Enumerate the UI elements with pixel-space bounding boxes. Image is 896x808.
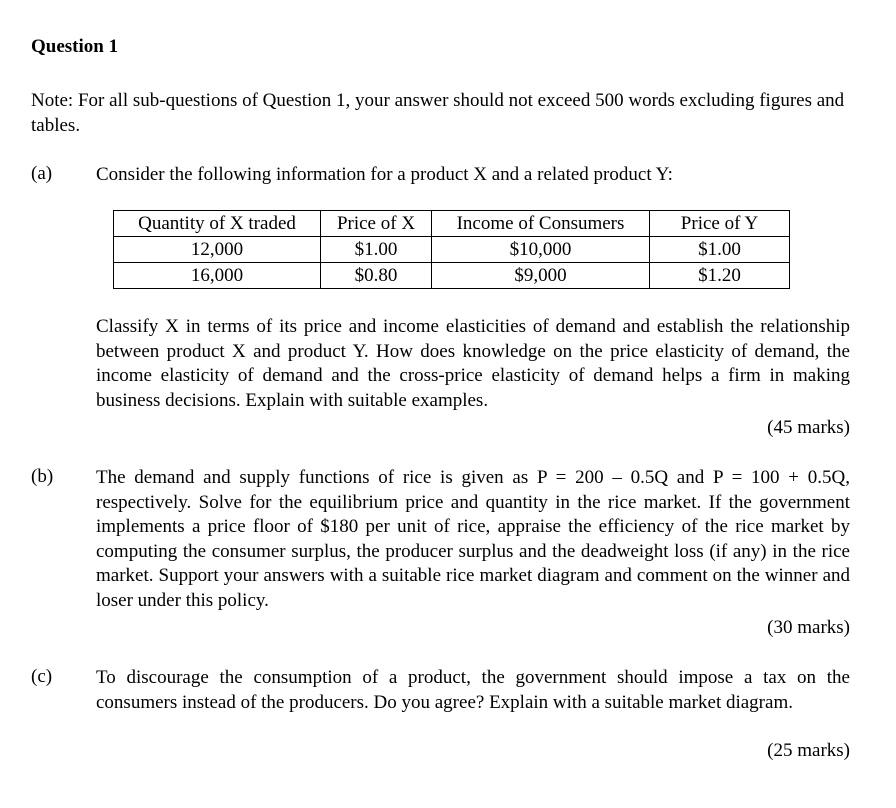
part-b-body: The demand and supply functions of rice is given as P = 200 – 0.5Q and P = 100 + 0.5Q, respectively. Solve for the equilibrium price and quantity in the rice market. If the government implements a price floor of $180 per unit of rice, appraise the efficiency of the rice market by computing the consumer surplus, the producer surplus and the deadweight loss (if any) in the rice market. Support your answers with a suitable rice market diagram and comment on the winner and loser under this policy.: [96, 467, 850, 611]
part-a-label: (a): [31, 163, 53, 184]
word-limit-note: Note: For all sub-questions of Question 1, your answer should not exceed 500 words excluding figures and tables.: [31, 90, 845, 136]
table-row: [114, 263, 790, 289]
table-cell: 16,000: [114, 263, 321, 289]
part-a-intro: Consider the following information for a product X and a related product Y:: [96, 164, 673, 185]
elasticity-data-table: [113, 210, 790, 289]
question-title: Question 1: [31, 36, 119, 57]
table-header: Quantity of X traded: [114, 211, 321, 237]
part-b-marks: (30 marks): [767, 617, 850, 638]
part-c-label: (c): [31, 666, 53, 687]
table-cell: $9,000: [432, 263, 650, 289]
table-cell: $0.80: [321, 263, 432, 289]
table-header-row: [114, 211, 790, 237]
table-header: Price of X: [321, 211, 432, 237]
table-cell: 12,000: [114, 237, 321, 263]
table-cell: $1.00: [321, 237, 432, 263]
part-c-marks: (25 marks): [767, 740, 850, 761]
table-row: [114, 237, 790, 263]
table-cell: $1.00: [650, 237, 790, 263]
table-header: Price of Y: [650, 211, 790, 237]
table-cell: $10,000: [432, 237, 650, 263]
part-c-body: To discourage the consumption of a product, the government should impose a tax on the consumers instead of the producers. Do you agree? Explain with a suitable market diagram.: [96, 667, 850, 713]
table-header: Income of Consumers: [432, 211, 650, 237]
part-a-body: Classify X in terms of its price and income elasticities of demand and establish the relationship between product X and product Y. How does knowledge on the price elasticity of demand, the income elasticity of demand and the cross-price elasticity of demand helps a firm in making business decisions. Explain with suitable examples.: [96, 316, 850, 411]
part-a-marks: (45 marks): [767, 417, 850, 438]
part-b-label: (b): [31, 466, 54, 487]
table-cell: $1.20: [650, 263, 790, 289]
